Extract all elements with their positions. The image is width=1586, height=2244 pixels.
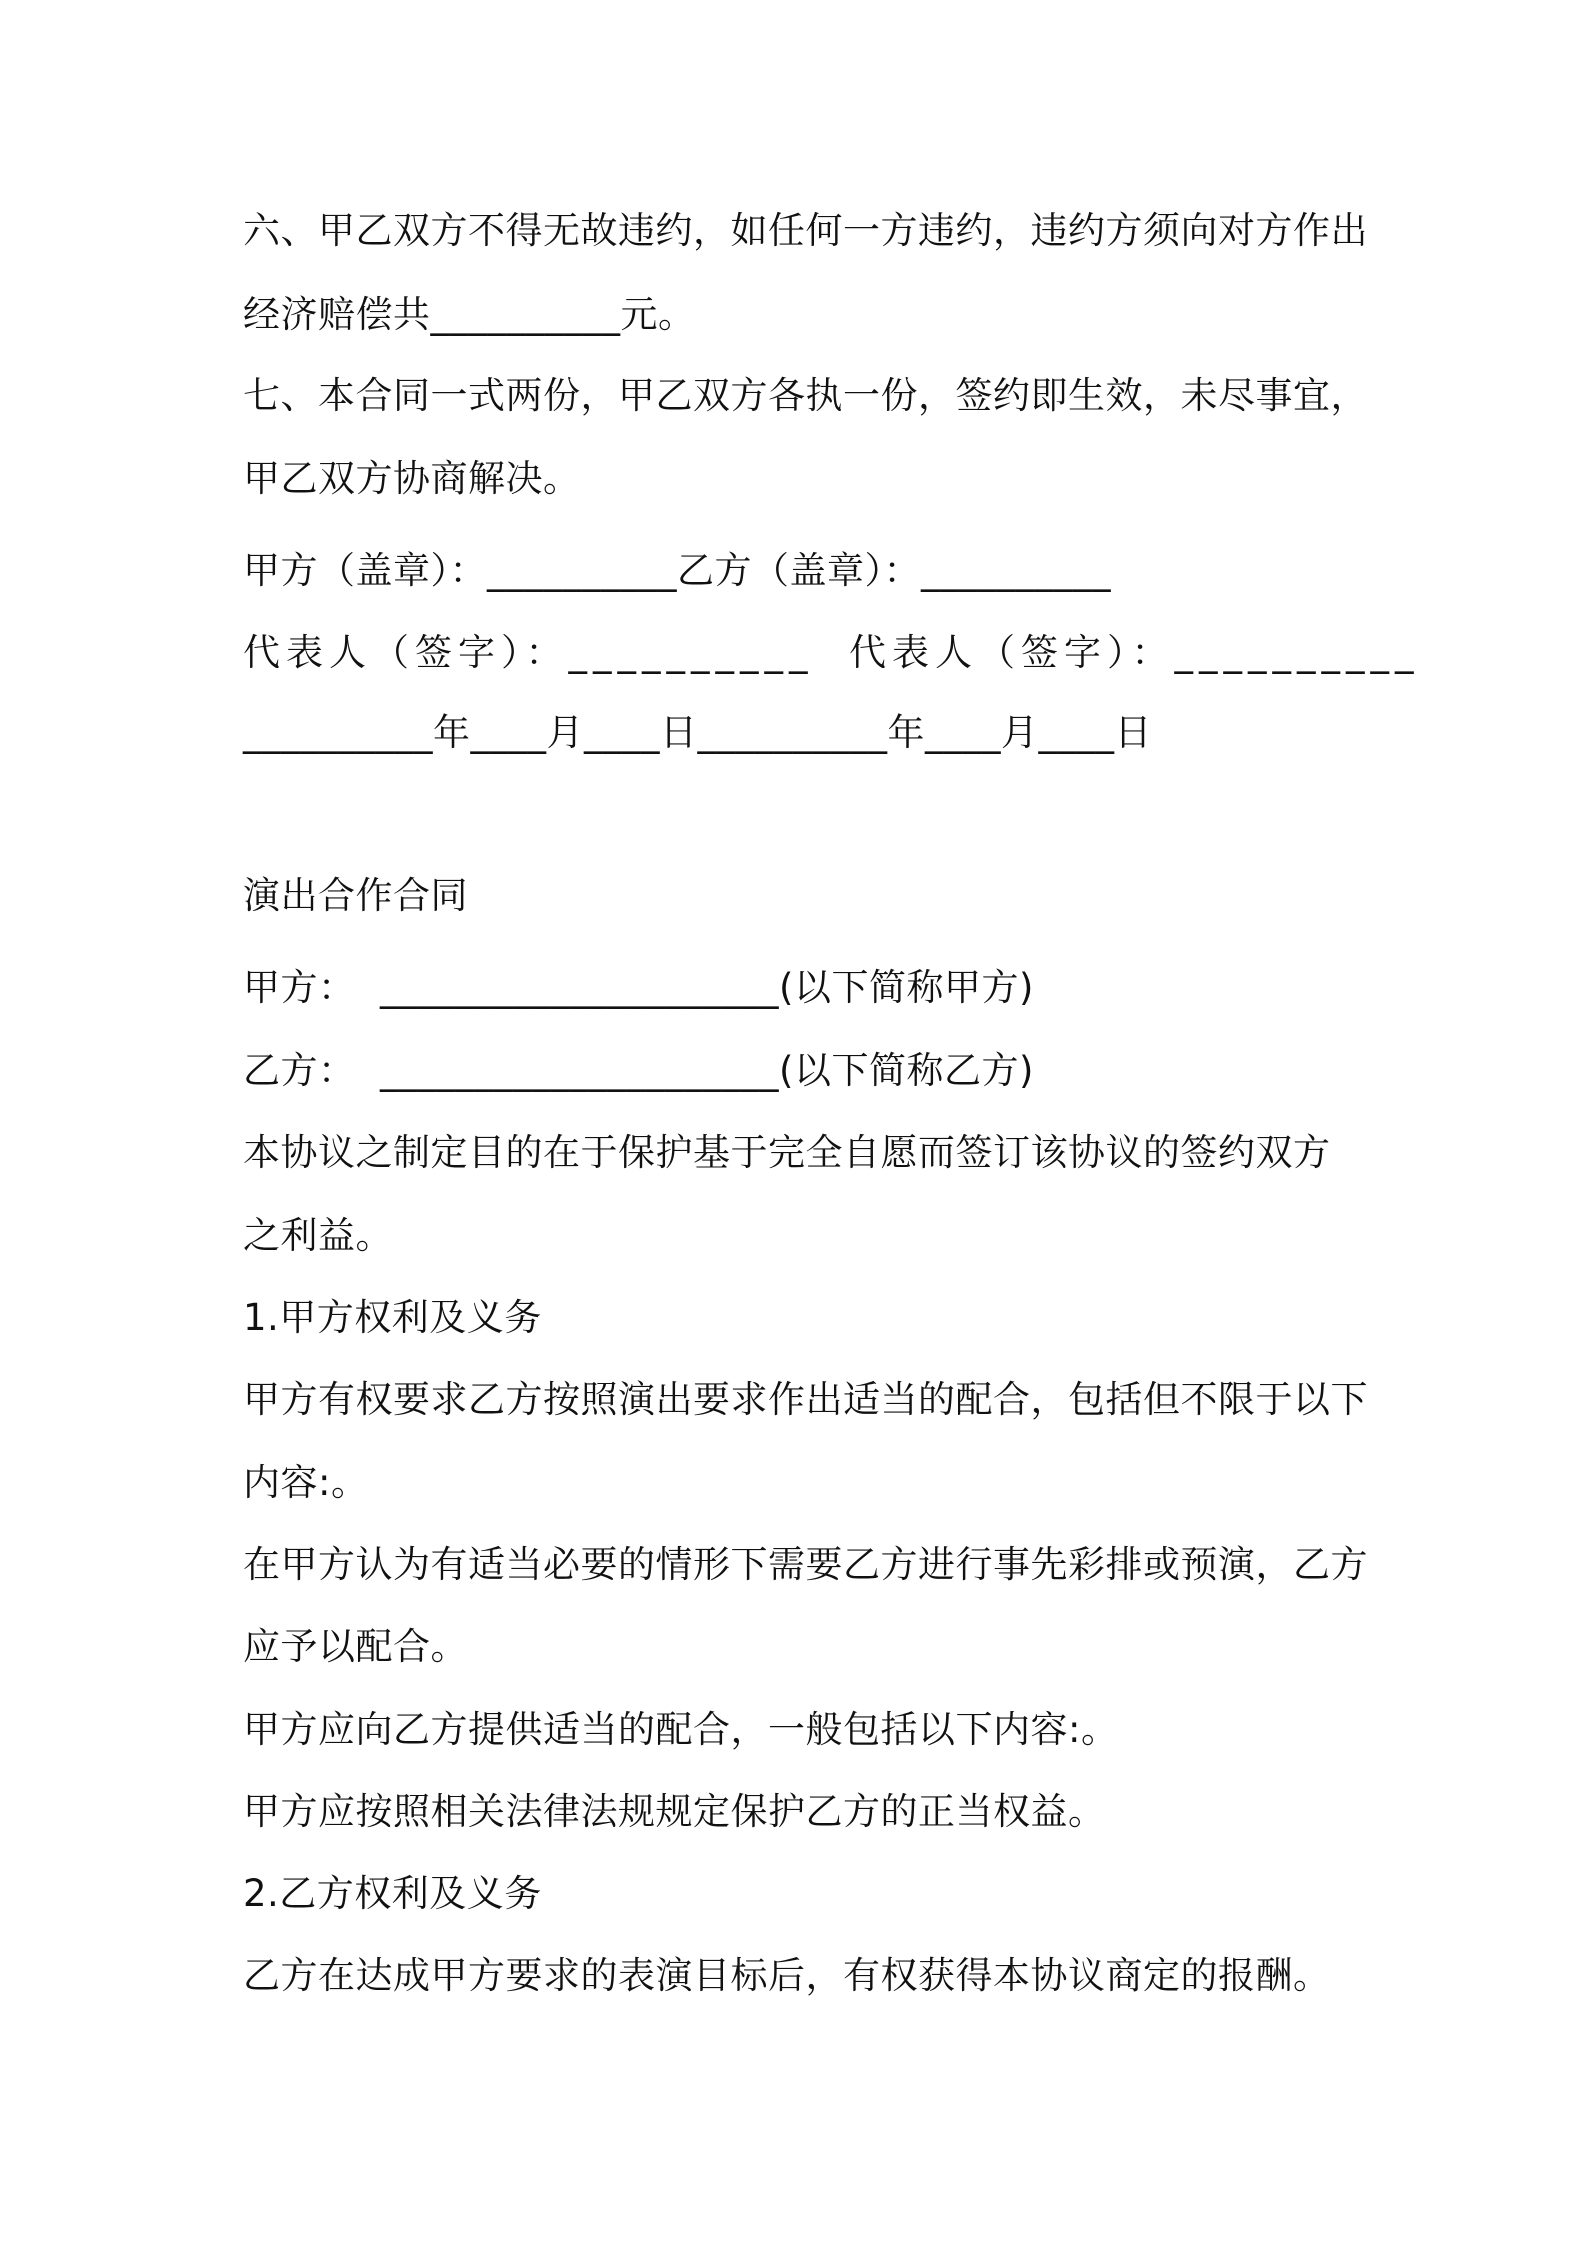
section-1-paragraph-1-line-1: 甲方有权要求乙方按照演出要求作出适当的配合，包括但不限于以下	[243, 1378, 1368, 1421]
section-1-paragraph-2-line-2: 应予以配合。	[243, 1625, 468, 1668]
clause-7-line-1: 七、本合同一式两份，甲乙双方各执一份，签约即生效，未尽事宜，	[243, 374, 1368, 417]
section-1-paragraph-4: 甲方应按照相关法律法规规定保护乙方的正当权益。	[243, 1790, 1106, 1833]
purpose-line-2: 之利益。	[243, 1214, 393, 1257]
purpose-line-1: 本协议之制定目的在于保护基于完全自愿而签订该协议的签约双方	[243, 1131, 1331, 1174]
party-b-line: 乙方： _____________________(以下简称乙方)	[243, 1049, 1034, 1092]
seal-line: 甲方（盖章）：__________乙方（盖章）：__________	[243, 549, 1111, 592]
clause-7-line-2: 甲乙双方协商解决。	[243, 457, 581, 500]
section-1-heading: 1.甲方权利及义务	[243, 1296, 542, 1339]
section-2-paragraph-1: 乙方在达成甲方要求的表演目标后，有权获得本协议商定的报酬。	[243, 1954, 1331, 1997]
contract-title: 演出合作合同	[243, 874, 468, 917]
date-line: __________年____月____日__________年____月____日	[243, 711, 1152, 754]
representative-signature-line: 代表人（签字）：__________ 代表人（签字）：__________	[243, 631, 1420, 674]
clause-6-line-1: 六、甲乙双方不得无故违约，如任何一方违约，违约方须向对方作出	[243, 209, 1368, 252]
section-1-paragraph-2-line-1: 在甲方认为有适当必要的情形下需要乙方进行事先彩排或预演，乙方	[243, 1543, 1368, 1586]
section-2-heading: 2.乙方权利及义务	[243, 1872, 542, 1915]
party-a-line: 甲方： _____________________(以下简称甲方)	[243, 966, 1034, 1009]
clause-6-line-2: 经济赔偿共__________元。	[243, 293, 696, 336]
section-1-paragraph-1-line-2: 内容:。	[243, 1461, 369, 1504]
section-1-paragraph-3: 甲方应向乙方提供适当的配合，一般包括以下内容:。	[243, 1708, 1119, 1751]
